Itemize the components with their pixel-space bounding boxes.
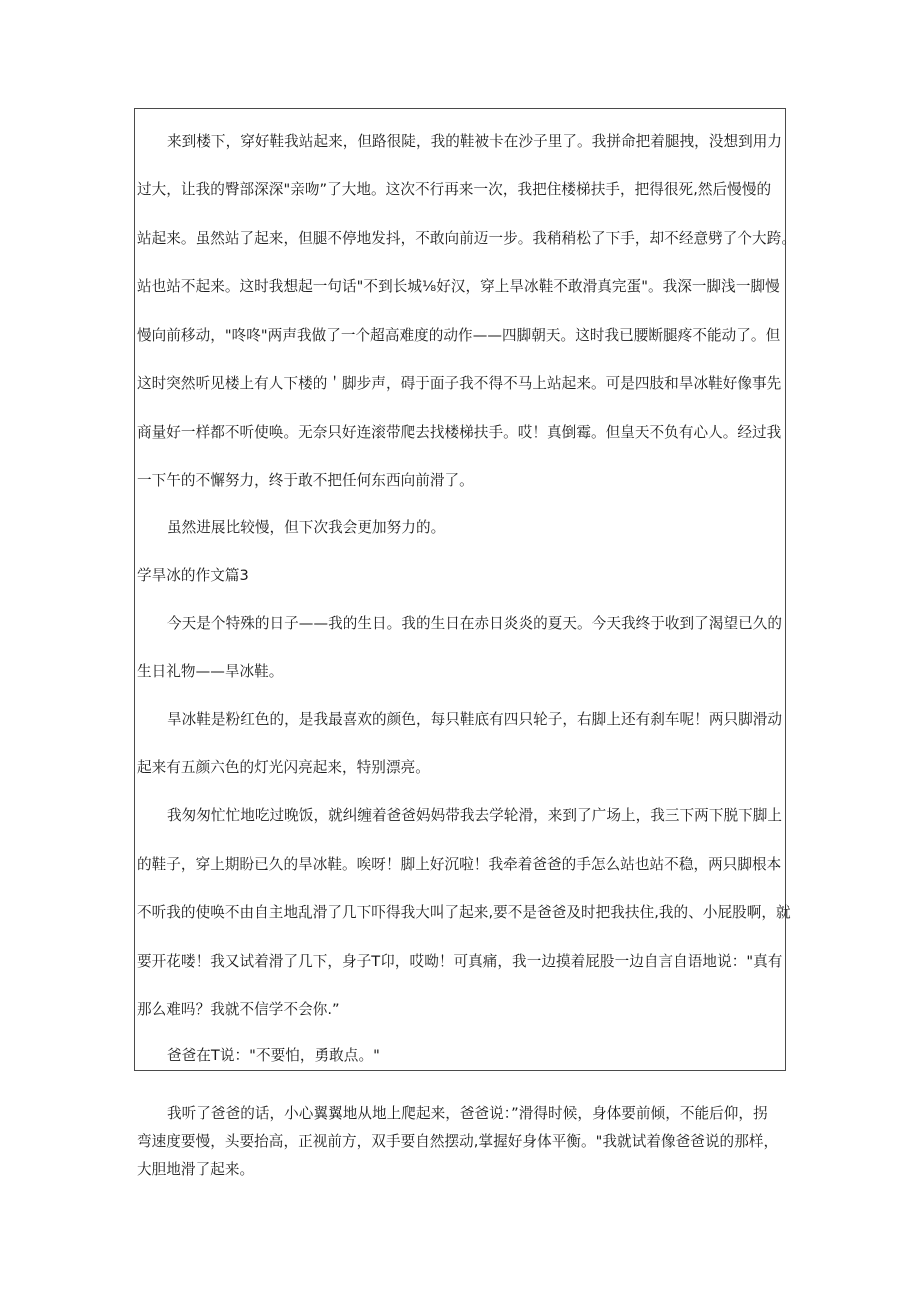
- paragraph-line: 大胆地滑了起来。: [137, 1161, 255, 1178]
- paragraph-line: 要开花喽！我又试着滑了几下，身子T卬，哎呦！可真痛，我一边摸着屁股一边自言自语地说："真有: [137, 953, 783, 970]
- paragraph-line: 过大，让我的臀部深深"亲吻”了大地。这次不行再来一次，我把住楼梯扶手，把得很死,然后慢慢的: [137, 181, 772, 198]
- paragraph-line: 不听我的使唤不由自主地乱滑了几下吓得我大叫了起来,要不是爸爸及时把我扶住,我的、小屁股啊，就: [137, 904, 791, 921]
- bordered-text-box: [134, 108, 786, 1071]
- paragraph-line: 我听了爸爸的话，小心翼翼地从地上爬起来，爸爸说：”滑得时候，身体要前倾，不能后仰，拐: [167, 1105, 768, 1122]
- paragraph-line: 旱冰鞋是粉红色的，是我最喜欢的颜色，每只鞋底有四只轮子，右脚上还有刹车呢！两只脚滑动: [167, 711, 783, 728]
- paragraph-line: 站也站不起来。这时我想起一句话"不到长城⅛好汉，穿上旱冰鞋不敢滑真完蛋"。我深一脚浅一脚慢: [137, 278, 780, 295]
- paragraph-line: 来到楼下，穿好鞋我站起来，但路很陡，我的鞋被卡在沙子里了。我拼命把着腿拽，没想到用力: [167, 133, 783, 150]
- paragraph-line: 那么难吗？我就不信学不会你.”: [137, 1001, 340, 1018]
- section-heading: 学旱冰的作文篇3: [137, 567, 249, 584]
- paragraph-line: 一下午的不懈努力，终于敢不把任何东西向前滑了。: [137, 472, 474, 489]
- paragraph-line: 的鞋子，穿上期盼已久的旱冰鞋。唉呀！脚上好沉啦！我牵着爸爸的手怎么站也站不稳，两只脚根本: [137, 856, 782, 873]
- paragraph-line: 慢向前移动，"咚咚"两声我做了一个超高难度的动作——四脚朝天。这时我已腰断腿疼不能动了。但: [137, 327, 781, 344]
- paragraph-line: 今天是个特殊的日子——我的生日。我的生日在赤日炎炎的夏天。今天我终于收到了渴望已久的: [167, 615, 783, 632]
- paragraph-line: 这时突然听见楼上有人下楼的＇脚步声，碍于面子我不得不马上站起来。可是四肢和旱冰鞋好像事先: [137, 375, 782, 392]
- paragraph-line: 生日礼物——旱冰鞋。: [137, 663, 284, 680]
- paragraph-line: 弯速度要慢，头要抬高，正视前方，双手要自然摆动,掌握好身体平衡。"我就试着像爸爸说的那样，: [137, 1133, 779, 1150]
- paragraph-line: 站起来。虽然站了起来，但腿不停地发抖，不敢向前迈一步。我稍稍松了下手，却不经意劈了个大跨。: [137, 230, 796, 247]
- paragraph-line: 虽然进展比较慢，但下次我会更加努力的。: [167, 519, 446, 536]
- paragraph-line: 爸爸在T说："不要怕，勇敢点。": [167, 1047, 380, 1064]
- paragraph-line: 商量好一样都不听使唤。无奈只好连滚带爬去找楼梯扶手。哎！真倒霉。但皇天不负有心人。经过我: [137, 424, 782, 441]
- paragraph-line: 我匆匆忙忙地吃过晚饭，就纠缠着爸爸妈妈带我去学轮滑，来到了广场上，我三下两下脱下脚上: [167, 807, 783, 824]
- paragraph-line: 起来有五颜六色的灯光闪亮起来，特别漂亮。: [137, 759, 430, 776]
